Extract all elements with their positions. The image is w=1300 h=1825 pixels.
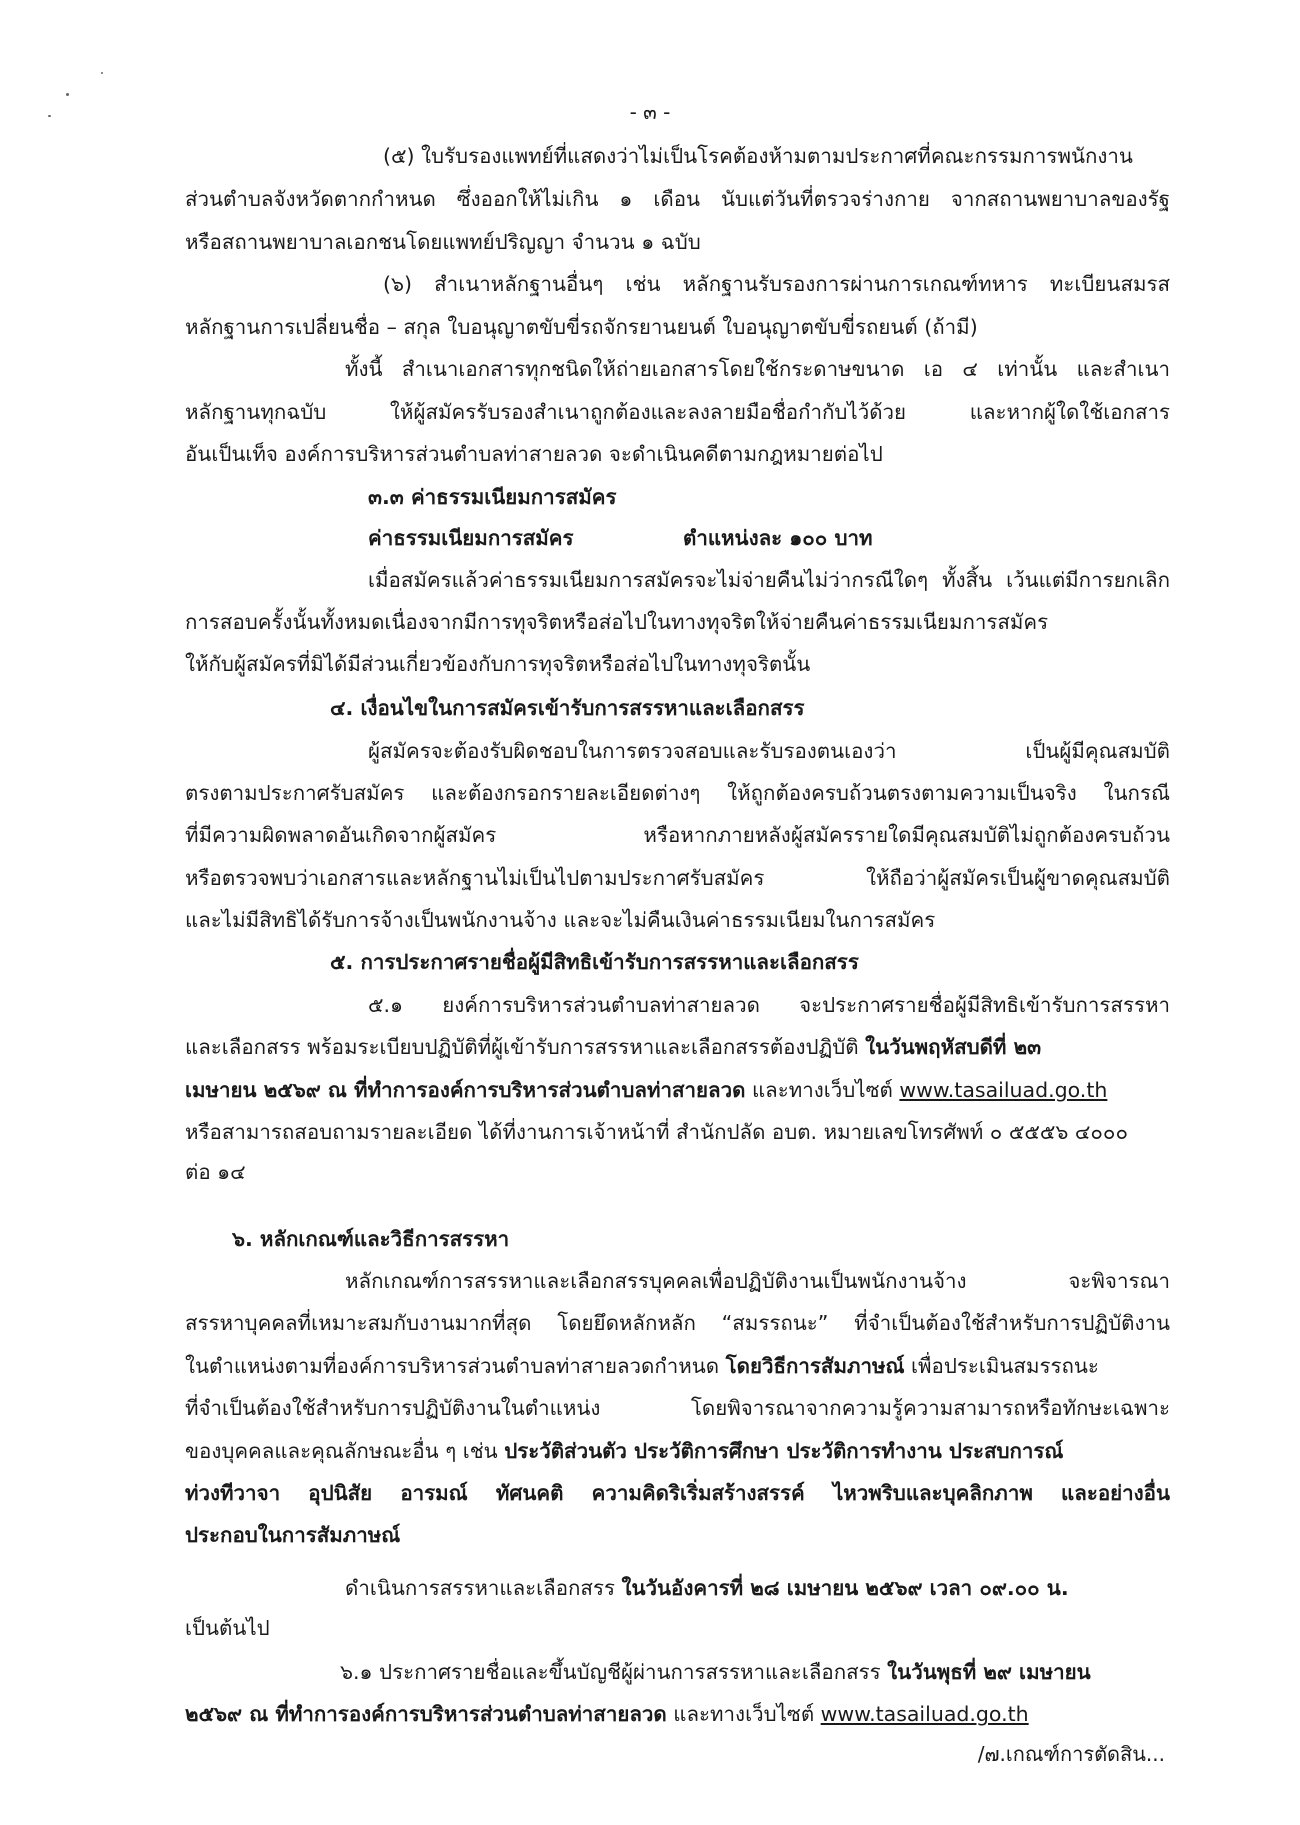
- sec5-line2-text: และเลือกสรร พร้อมระเบียบปฏิบัติที่ผู้เข้ารับการสรรหาและเลือกสรรต้องปฏิบัติ: [185, 1035, 866, 1059]
- sec6-line3-end: เพื่อประเมินสมรรถนะ: [904, 1354, 1099, 1378]
- sec5-announce-place: เมษายน ๒๕๖๙ ณ ที่ทำการองค์การบริหารส่วนตำบลท่าสายลวด: [185, 1078, 746, 1102]
- sec6-1-text: ๖.๑ ประกาศรายชื่อและขึ้นบัญชีผู้ผ่านการสรรหาและเลือกสรร: [340, 1660, 888, 1684]
- sec33-line1: เมื่อสมัครแล้วค่าธรรมเนียมการสมัครจะไม่จ่ายคืนไม่ว่ากรณีใดๆ ทั้งสิ้น เว้นแต่มีการยกเลิก: [368, 568, 1170, 592]
- item5-line3: หรือสถานพยาบาลเอกชนโดยแพทย์ปริญญา จำนวน ๑ ฉบับ: [185, 230, 701, 254]
- sec6-line4: ที่จำเป็นต้องใช้สำหรับการปฏิบัติงานในตำแหน่ง โดยพิจารณาจากความรู้ความสามารถหรือทักษะเฉพาะ: [185, 1396, 1170, 1420]
- fee-amount: ตำแหน่งละ ๑๐๐ บาท: [683, 526, 873, 550]
- note-line1: ทั้งนี้ สำเนาเอกสารทุกชนิดให้ถ่ายเอกสารโดยใช้กระดาษขนาด เอ ๔ เท่านั้น และสำเนา: [345, 357, 1170, 381]
- website-link-2[interactable]: www.tasailuad.go.th: [820, 1702, 1029, 1726]
- section-4-heading: ๔. เงื่อนไขในการสมัครเข้ารับการสรรหาและเลือกสรร: [330, 696, 805, 720]
- sec33-line3: ให้กับผู้สมัครที่มิได้มีส่วนเกี่ยวข้องกับการทุจริตหรือส่อไปในทางทุจริตนั้น: [185, 652, 811, 676]
- section-5-heading: ๕. การประกาศรายชื่อผู้มีสิทธิเข้ารับการสรรหาและเลือกสรร: [330, 950, 859, 974]
- sec6-line3-text: ในตำแหน่งตามที่องค์การบริหารส่วนตำบลท่าสายลวดกำหนด: [185, 1354, 726, 1378]
- sec33-line2: การสอบครั้งนั้นทั้งหมดเนื่องจากมีการทุจริตหรือส่อไปในทางทุจริตให้จ่ายคืนค่าธรรมเนียมการสมัคร: [185, 610, 1049, 634]
- item6-line2: หลักฐานการเปลี่ยนชื่อ – สกุล ใบอนุญาตขับขี่รถจักรยานยนต์ ใบอนุญาตขับขี่รถยนต์ (ถ้ามี): [185, 315, 978, 339]
- sec6-interview-method: โดยวิธีการสัมภาษณ์: [725, 1354, 905, 1378]
- sec6-line8-text: ดำเนินการสรรหาและเลือกสรร: [345, 1576, 622, 1600]
- sec6-line1: หลักเกณฑ์การสรรหาและเลือกสรรบุคคลเพื่อปฏิบัติงานเป็นพนักงานจ้าง จะพิจารณา: [345, 1269, 1170, 1293]
- sec5-line3: [185, 1073, 1170, 1107]
- page-number: - ๓ -: [629, 100, 671, 124]
- section-6-heading: ๖. หลักเกณฑ์และวิธีการสรรหา: [232, 1227, 510, 1251]
- website-link[interactable]: www.tasailuad.go.th: [899, 1078, 1108, 1102]
- continuation-note: /๗.เกณฑ์การตัดสิน...: [977, 1742, 1165, 1766]
- sec4-line3: ที่มีความผิดพลาดอันเกิดจากผู้สมัคร หรือหากภายหลังผู้สมัครรายใดมีคุณสมบัติไม่ถูกต้องครบถ้วน: [185, 823, 1170, 847]
- sec4-line5: และไม่มีสิทธิได้รับการจ้างเป็นพนักงานจ้าง และจะไม่คืนเงินค่าธรรมเนียมในการสมัคร: [185, 908, 936, 932]
- sec5-line5: ต่อ ๑๔: [185, 1160, 246, 1184]
- note-line2: หลักฐานทุกฉบับ ให้ผู้สมัครรับรองสำเนาถูกต้องและลงลายมือชื่อกำกับไว้ด้วย และหากผู้ใดใช้เอกสาร: [185, 400, 1170, 424]
- item5-line1: (๕) ใบรับรองแพทย์ที่แสดงว่าไม่เป็นโรคต้องห้ามตามประกาศที่คณะกรรมการพนักงาน: [383, 144, 1133, 168]
- sec6-line2: สรรหาบุคคลที่เหมาะสมกับงานมากที่สุด โดยยึดหลักหลัก “สมรรถนะ” ที่จำเป็นต้องใช้สำหรับการปฏิบัติงาน: [185, 1311, 1170, 1335]
- sec6-1-website-prefix: และทางเว็บไซต์: [666, 1702, 821, 1726]
- fee-label: ค่าธรรมเนียมการสมัคร: [368, 526, 574, 550]
- sec6-1-date: ในวันพุธที่ ๒๙ เมษายน: [887, 1660, 1091, 1684]
- sec6-line8: [345, 1571, 1170, 1605]
- sec6-criteria: ประวัติส่วนตัว ประวัติการศึกษา ประวัติการทำงาน ประสบการณ์: [504, 1439, 1064, 1463]
- sec5-line1: ๕.๑ ยงค์การบริหารส่วนตำบลท่าสายลวด จะประกาศรายชื่อผู้มีสิทธิเข้ารับการสรรหา: [368, 993, 1170, 1017]
- item5-line2: ส่วนตำบลจังหวัดตากกำหนด ซึ่งออกให้ไม่เกิน ๑ เดือน นับแต่วันที่ตรวจร่างกาย จากสถานพยาบาลของรัฐ: [185, 187, 1170, 211]
- sec4-line1: ผู้สมัครจะต้องรับผิดชอบในการตรวจสอบและรับรองตนเองว่า เป็นผู้มีคุณสมบัติ: [368, 739, 1170, 763]
- scan-speck: [101, 72, 103, 74]
- item6-line1: (๖) สำเนาหลักฐานอื่นๆ เช่น หลักฐานรับรองการผ่านการเกณฑ์ทหาร ทะเบียนสมรส: [383, 272, 1170, 296]
- sec6-line6: ท่วงทีวาจา อุปนิสัย อารมณ์ ทัศนคติ ความคิดริเริ่มสร้างสรรค์ ไหวพริบและบุคลิกภาพ และอย่างอื่น: [185, 1481, 1170, 1505]
- note-line3: อันเป็นเท็จ องค์การบริหารส่วนตำบลท่าสายลวด จะดำเนินคดีตามกฎหมายต่อไป: [185, 442, 883, 466]
- sec6-1-line2: [185, 1697, 1170, 1731]
- sec4-line4: หรือตรวจพบว่าเอกสารและหลักฐานไม่เป็นไปตามประกาศรับสมัคร ให้ถือว่าผู้สมัครเป็นผู้ขาดคุณสมบัติ: [185, 866, 1170, 890]
- sec6-line3: [185, 1349, 1170, 1383]
- sec6-selection-date: ในวันอังคารที่ ๒๘ เมษายน ๒๕๖๙ เวลา ๐๙.๐๐ น.: [621, 1576, 1069, 1600]
- sec6-line7: ประกอบในการสัมภาษณ์: [185, 1523, 401, 1547]
- sec6-1-place: ๒๕๖๙ ณ ที่ทำการองค์การบริหารส่วนตำบลท่าสายลวด: [185, 1702, 667, 1726]
- sec5-announce-date: ในวันพฤหัสบดีที่ ๒๓: [865, 1035, 1042, 1059]
- sec5-website-prefix: และทางเว็บไซต์: [745, 1078, 900, 1102]
- sec5-line4: หรือสามารถสอบถามรายละเอียด ได้ที่งานการเจ้าหน้าที่ สำนักปลัด อบต. หมายเลขโทรศัพท์ ๐ ๕๕๕๖ ๔๐๐๐: [185, 1120, 1128, 1144]
- sec6-1-line1: [340, 1655, 1170, 1689]
- sec4-line2: ตรงตามประกาศรับสมัคร และต้องกรอกรายละเอียดต่างๆ ให้ถูกต้องครบถ้วนตรงตามความเป็นจริง ในกรณี: [185, 781, 1170, 805]
- sec6-line5: [185, 1434, 1170, 1468]
- sec6-line9: เป็นต้นไป: [185, 1616, 270, 1640]
- sec6-line5-text: ของบุคคลและคุณลักษณะอื่น ๆ เช่น: [185, 1439, 505, 1463]
- section-3-3-heading: ๓.๓ ค่าธรรมเนียมการสมัคร: [368, 485, 617, 509]
- sec5-line2: [185, 1030, 1170, 1064]
